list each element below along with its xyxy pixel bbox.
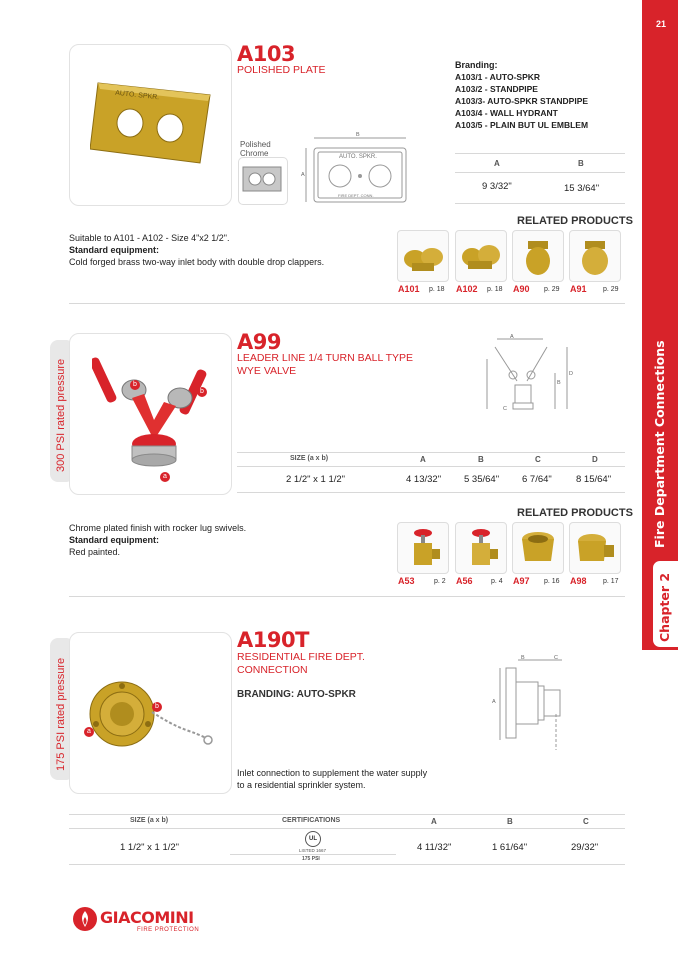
a190t-name-line2: CONNECTION [237,664,308,676]
a99-value-b: 5 35/64" [464,474,500,485]
related-code-a56[interactable]: A56 [456,576,473,586]
a103-branding-3: A103/3- AUTO-SPKR STANDPIPE [455,96,589,106]
a99-name-line2: WYE VALVE [237,365,297,377]
a99-dim-a-label: A [510,334,514,340]
related-thumb-a90[interactable] [512,230,564,282]
a103-dim-a-label: A [301,172,305,178]
a99-table-rule-top [237,452,625,453]
related-thumb-a102[interactable] [455,230,507,282]
a190t-header-a: A [431,817,437,826]
related-page-a53: p. 2 [434,578,446,585]
a190t-value-size: 1 1/2" x 1 1/2" [120,842,180,853]
ul-certification-mark [305,831,321,847]
a99-dim-d-label: D [569,371,573,377]
related-page-a91: p. 29 [603,286,619,293]
related-thumb-a56[interactable] [455,522,507,574]
related-thumb-a101[interactable] [397,230,449,282]
a99-std-text: Red painted. [69,547,121,557]
related-page-a101: p. 18 [429,286,445,293]
a99-value-c: 6 7/64" [522,474,552,485]
related-thumb-a97[interactable] [512,522,564,574]
a103-dim-value-b: 15 3/64" [564,183,600,194]
related-code-a101[interactable]: A101 [398,284,420,294]
a103-code: A103 [237,42,296,66]
a103-branding-4: A103/4 - WALL HYDRANT [455,108,558,118]
a103-branding-title: Branding: [455,60,498,70]
a190t-header-c: C [583,817,589,826]
a99-std-title: Standard equipment: [69,535,160,545]
a190t-callout-b: b [152,702,162,712]
a103-branding-1: A103/1 - AUTO-SPKR [455,72,541,82]
a99-header-b: B [478,455,484,464]
a103-dim-rule-top [455,153,625,154]
a99-technical-drawing [475,333,580,413]
a190t-dim-c-label: C [554,655,558,661]
a190t-description-line2: to a residential sprinkler system. [237,780,366,790]
a190t-value-c: 29/32" [571,842,599,853]
related-code-a90[interactable]: A90 [513,284,530,294]
section-divider-2 [69,596,625,597]
a190t-callout-a: a [84,727,94,737]
a99-header-c: C [535,455,541,464]
a103-description: Suitable to A101 - A102 - Size 4"x2 1/2". [69,233,230,243]
a190t-description-line1: Inlet connection to supplement the water supply [237,768,428,778]
a190t-value-a: 4 11/32" [417,842,452,853]
a99-value-d: 8 15/64" [576,474,612,485]
a103-plate-image [90,75,215,170]
a103-std-title: Standard equipment: [69,245,160,255]
a99-valve-image [92,348,218,478]
related-code-a53[interactable]: A53 [398,576,415,586]
a103-dim-value-a: 9 3/32" [482,181,512,192]
ul-cert-line2: 175 PSI [302,856,320,862]
a99-header-size: SIZE (a x b) [290,455,329,462]
a103-chrome-thumb [242,166,282,192]
a190t-code: A190T [237,628,309,652]
a99-description: Chrome plated finish with rocker lug swivels. [69,523,247,533]
related-page-a98: p. 17 [603,578,619,585]
a190t-table-rule-mid [69,828,625,829]
a103-chrome-label: Polished Chrome [240,140,271,158]
related-code-a102[interactable]: A102 [456,284,478,294]
a190t-connection-image [80,668,220,758]
ul-mark-text: UL [309,836,317,842]
a103-branding-2: A103/2 - STANDPIPE [455,84,538,94]
related-code-a98[interactable]: A98 [570,576,587,586]
a190t-header-b: B [507,817,513,826]
a190t-header-certifications: CERTIFICATIONS [282,817,341,824]
a103-dim-header-b: B [578,159,584,168]
a103-related-title: RELATED PRODUCTS [517,215,633,227]
a99-callout-b2: b [197,387,207,397]
related-thumb-a98[interactable] [569,522,621,574]
a190t-value-b: 1 61/64" [492,842,528,853]
related-code-a91[interactable]: A91 [570,284,587,294]
a190t-table-rule-top [69,814,625,815]
brand-name: GIACOMINI [100,908,194,927]
a190t-header-size: SIZE (a x b) [130,817,169,824]
a190t-name-line1: RESIDENTIAL FIRE DEPT. [237,651,365,663]
a103-dim-b-label: B [356,132,360,138]
a99-callout-b1: b [130,380,140,390]
section-divider-1 [69,303,625,304]
brand-tagline: FIRE PROTECTION [137,927,200,933]
page-number: 21 [656,19,667,29]
a99-pressure-text: 300 PSI rated pressure [55,358,67,472]
a103-dim-rule-mid [455,172,625,173]
a99-dim-c-label: C [503,406,507,412]
ul-cert-line1: LISTED 1667 [299,848,327,853]
a99-header-a: A [420,455,426,464]
a99-table-rule-mid [237,466,625,467]
a99-value-size: 2 1/2" x 1 1/2" [286,474,346,485]
related-page-a102: p. 18 [487,286,503,293]
a103-drawing-bottom-text: FIRE DEPT. CONN. [338,193,374,198]
a103-dim-rule-bottom [455,203,625,204]
a99-dim-b-label: B [557,380,561,386]
a103-dim-header-a: A [494,159,500,168]
a99-code: A99 [237,330,281,354]
a99-value-a: 4 13/32" [406,474,442,485]
a190t-branding: BRANDING: AUTO-SPKR [237,689,356,700]
a99-name-line1: LEADER LINE 1/4 TURN BALL TYPE [237,352,414,364]
a99-table-rule-bottom [237,492,625,493]
a103-branding-5: A103/5 - PLAIN BUT UL EMBLEM [455,120,589,130]
a103-plate-text: AUTO. SPKR. [114,89,160,102]
a190t-cert-rule [230,854,396,855]
giacomini-logo-icon [72,906,98,932]
a190t-pressure-text: 175 PSI rated pressure [55,657,67,771]
a99-callout-a: a [160,472,170,482]
a103-std-text: Cold forged brass two-way inlet body with double drop clappers. [69,257,325,267]
related-code-a97[interactable]: A97 [513,576,530,586]
a103-name: POLISHED PLATE [237,64,326,76]
a99-related-title: RELATED PRODUCTS [517,507,633,519]
related-page-a97: p. 16 [544,578,560,585]
related-thumb-a53[interactable] [397,522,449,574]
a190t-table-rule-bottom [69,864,625,865]
a190t-dim-b-label: B [521,655,525,661]
a103-drawing-top-text: AUTO. SPKR. [339,154,377,160]
related-page-a90: p. 29 [544,286,560,293]
related-thumb-a91[interactable] [569,230,621,282]
a99-header-d: D [592,455,598,464]
a190t-dim-a-label: A [492,699,496,705]
related-page-a56: p. 4 [491,578,503,585]
a190t-technical-drawing [490,654,580,754]
